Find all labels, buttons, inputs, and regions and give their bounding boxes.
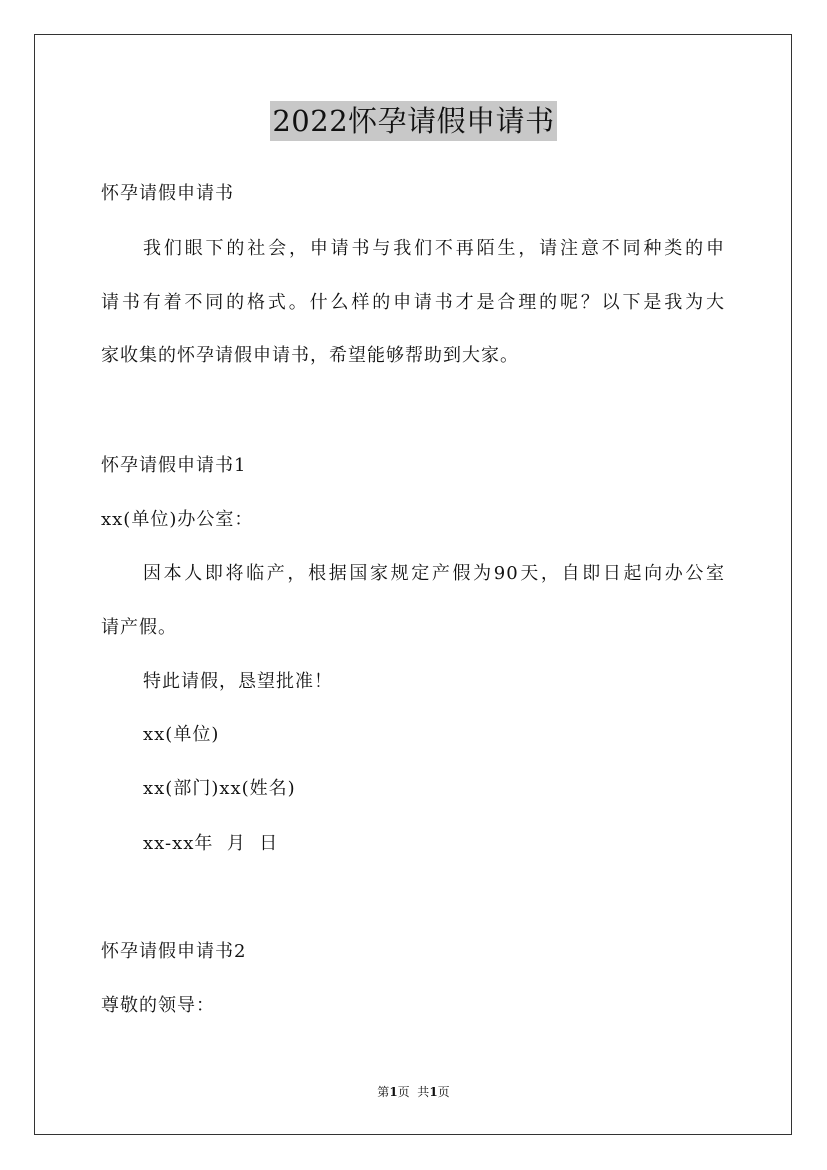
intro-line-3: 家收集的怀孕请假申请书，希望能够帮助到大家。 — [101, 345, 519, 366]
footer-suffix: 页 — [437, 1085, 450, 1099]
section2-heading: 怀孕请假申请书2 — [101, 941, 247, 962]
section1-date: xx-xx年 月 日 — [143, 833, 279, 854]
section1-body-line-2: 请产假。 — [101, 617, 177, 638]
section1-heading: 怀孕请假申请书1 — [101, 455, 247, 476]
intro-line-2: 请书有着不同的格式。什么样的申请书才是合理的呢？以下是我为大 — [101, 292, 725, 313]
section2-salutation: 尊敬的领导： — [101, 995, 215, 1016]
section1-closing: 特此请假，恳望批准！ — [143, 671, 333, 692]
heading-text: 怀孕请假申请书 — [101, 183, 234, 204]
document-title: 2022怀孕请假申请书 — [270, 101, 556, 141]
footer-page-number: 1 — [389, 1085, 398, 1099]
footer-prefix: 第 — [377, 1085, 390, 1099]
section1-body-line-1: 因本人即将临产，根据国家规定产假为90天，自即日起向办公室 — [143, 563, 725, 584]
title-wrap — [0, 101, 827, 141]
section1-recipient: xx(单位)办公室： — [101, 509, 254, 530]
footer-mid: 页 共 — [397, 1085, 430, 1099]
page-footer — [0, 1083, 827, 1101]
intro-line-1: 我们眼下的社会，申请书与我们不再陌生，请注意不同种类的申 — [143, 238, 725, 259]
section1-org: xx(单位) — [143, 724, 220, 745]
section1-dept-name: xx(部门)xx(姓名) — [143, 778, 296, 799]
footer-page-total: 1 — [429, 1085, 438, 1099]
